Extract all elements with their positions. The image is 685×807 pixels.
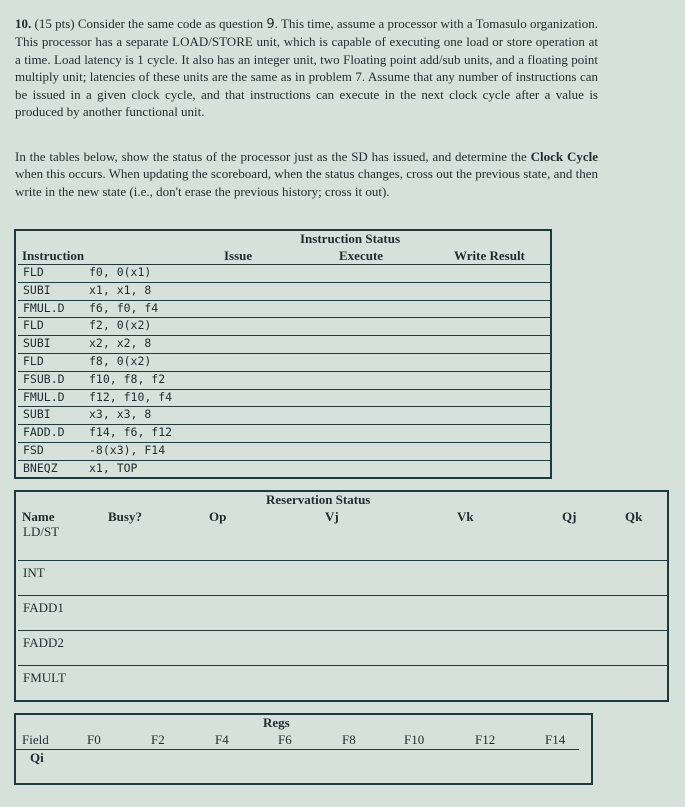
register-header: F10 — [404, 732, 425, 747]
reservation-row — [18, 525, 669, 560]
instruction-opcode: FSUB.D — [23, 371, 65, 386]
register-header: F0 — [87, 732, 101, 747]
instructions-after: when this occurs. When updating the scoreboard, when the status changes, cross out the previous state, and then write in the new state (i.e., don't erase the previous history; cross it out). — [15, 166, 598, 199]
instruction-opcode: FLD — [23, 354, 44, 368]
reservation-row — [18, 595, 669, 630]
field-label: Field — [22, 732, 49, 747]
instruction-row — [18, 389, 550, 405]
col-write-result: Write Result — [454, 248, 525, 263]
instruction-operands: f6, f0, f4 — [89, 300, 159, 315]
reservation-row — [18, 630, 669, 665]
col-vj: Vj — [325, 509, 339, 524]
instruction-operands: -8(x3), F14 — [89, 443, 166, 457]
register-header: F8 — [342, 732, 356, 747]
question-text — [15, 15, 598, 120]
col-issue: Issue — [224, 248, 253, 263]
instruction-opcode: BNEQZ — [23, 460, 58, 475]
col-busy: Busy? — [108, 509, 142, 524]
instruction-row — [18, 317, 550, 333]
instructions-before: In the tables below, show the status of the processor just as the SD has issued, and determine the — [15, 149, 531, 164]
reservation-station-name: FMULT — [23, 670, 66, 685]
instruction-operands: f12, f10, f4 — [89, 389, 173, 404]
col-name: Name — [22, 509, 55, 524]
col-vk: Vk — [457, 509, 474, 524]
reservation-status-table — [14, 490, 669, 702]
question-ref-number: 9 — [266, 17, 275, 32]
instruction-operands: f8, 0(x2) — [89, 354, 152, 368]
reservation-row — [18, 665, 669, 700]
instruction-opcode: FMUL.D — [23, 389, 65, 404]
question-number: 10. — [15, 16, 32, 31]
instruction-row — [18, 300, 550, 316]
qi-label: Qi — [16, 749, 579, 766]
instruction-operands: f14, f6, f12 — [89, 425, 173, 440]
instruction-row — [18, 460, 550, 476]
instructions-text — [15, 148, 598, 200]
clock-cycle-bold: Clock Cycle — [530, 149, 598, 164]
reservation-station-name: FADD2 — [23, 635, 64, 650]
register-header: F4 — [215, 732, 229, 747]
instruction-status-table — [14, 229, 552, 479]
instruction-row — [18, 282, 550, 298]
instruction-operands: x1, TOP — [89, 460, 138, 475]
register-header: F14 — [545, 732, 566, 747]
col-instruction: Instruction — [22, 248, 85, 263]
instruction-row — [18, 353, 550, 369]
instruction-operands: x2, x2, 8 — [89, 336, 152, 351]
reservation-status-title: Reservation Status — [266, 492, 371, 507]
regs-table — [14, 713, 593, 785]
reservation-station-name: FADD1 — [23, 600, 64, 615]
instruction-operands: x3, x3, 8 — [89, 407, 152, 422]
instruction-opcode: FSD — [23, 443, 44, 457]
instruction-row — [18, 371, 550, 387]
col-qk: Qk — [625, 509, 643, 524]
col-qj: Qj — [562, 509, 577, 524]
reservation-station-name: LD/ST — [23, 524, 60, 539]
instruction-opcode: SUBI — [23, 282, 51, 297]
instruction-row — [18, 406, 550, 422]
col-op: Op — [209, 509, 227, 524]
instruction-operands: f2, 0(x2) — [89, 318, 152, 333]
instruction-operands: f0, 0(x1) — [89, 265, 152, 279]
col-execute: Execute — [339, 248, 384, 263]
question-body: . This time, assume a processor with a Tomasulo organization. This processor has a separate LOAD/STORE unit, which is capable of executing one load or store operation at a time. Load latency is 1 cycle. It also has an integer unit, two Floating point add/sub units, and a floating point multiply unit; latencies of these units are the same as in problem 7. Assume that any number of instructions can be issued in a given clock cycle, and that instructions can execute in the next clock cycle after a value is produced by another functional unit. — [15, 16, 599, 120]
instruction-row — [18, 264, 550, 280]
instruction-opcode: FLD — [23, 265, 44, 279]
register-header: F2 — [151, 732, 165, 747]
register-header: F6 — [278, 732, 292, 747]
instruction-row — [18, 442, 550, 458]
register-header: F12 — [475, 732, 496, 747]
instruction-opcode: SUBI — [23, 336, 51, 351]
instruction-opcode: FLD — [23, 318, 44, 333]
reservation-row — [18, 560, 669, 595]
instruction-opcode: FADD.D — [23, 425, 65, 440]
instruction-opcode: SUBI — [23, 407, 51, 422]
instruction-row — [18, 335, 550, 351]
instruction-status-title: Instruction Status — [300, 231, 401, 246]
instruction-operands: x1, x1, 8 — [89, 282, 152, 297]
question-points: (15 pts) Consider the same code as question — [34, 16, 264, 31]
instruction-operands: f10, f8, f2 — [89, 371, 166, 386]
regs-title: Regs — [263, 715, 290, 730]
instruction-opcode: FMUL.D — [23, 300, 65, 315]
reservation-station-name: INT — [23, 565, 45, 580]
instruction-row — [18, 424, 550, 440]
